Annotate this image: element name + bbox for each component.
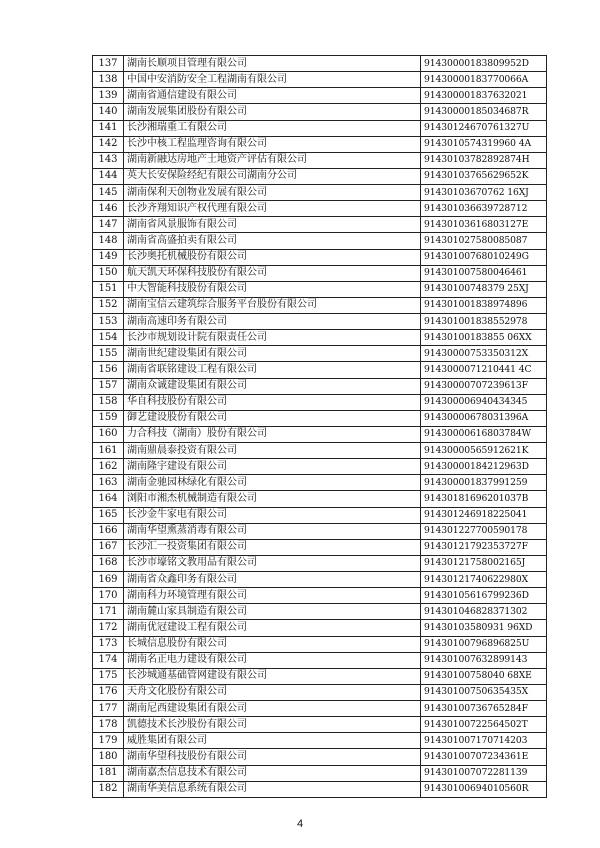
row-index-cell: 176	[93, 684, 124, 700]
credit-code-cell: 914300001837632021	[421, 88, 547, 104]
credit-code-cell: 914301001838974896	[421, 297, 547, 313]
company-name-cell: 湖南省风景服饰有限公司	[124, 217, 421, 233]
table-row	[93, 765, 547, 781]
table-row	[93, 88, 547, 104]
row-index-cell: 170	[93, 588, 124, 604]
row-index-cell: 178	[93, 717, 124, 733]
company-name-cell: 湖南优冠建设工程有限公司	[124, 620, 421, 636]
company-name-cell: 湖南省通信建设有限公司	[124, 88, 421, 104]
credit-code-cell: 91430100183855 06XX	[421, 330, 547, 346]
table-row	[93, 410, 547, 426]
credit-code-cell: 91430181696201037B	[421, 491, 547, 507]
company-name-cell: 长沙中核工程监理咨询有限公司	[124, 136, 421, 152]
credit-code-cell: 91430000185034687R	[421, 104, 547, 120]
row-index-cell: 172	[93, 620, 124, 636]
credit-code-cell: 91430000753350312X	[421, 346, 547, 362]
company-name-cell: 力合科技（湖南）股份有限公司	[124, 426, 421, 442]
table-row	[93, 185, 547, 201]
company-name-cell: 中大智能科技股份有限公司	[124, 281, 421, 297]
company-name-cell: 湖南高速印务有限公司	[124, 314, 421, 330]
row-index-cell: 151	[93, 281, 124, 297]
company-name-cell: 威胜集团有限公司	[124, 733, 421, 749]
credit-code-cell: 914301246918225041	[421, 507, 547, 523]
table-row	[93, 539, 547, 555]
table-row	[93, 136, 547, 152]
credit-code-cell: 914301007170714203	[421, 733, 547, 749]
table-row	[93, 346, 547, 362]
company-name-cell: 湖南金驰园林绿化有限公司	[124, 475, 421, 491]
row-index-cell: 164	[93, 491, 124, 507]
table-row	[93, 265, 547, 281]
table-row	[93, 620, 547, 636]
company-name-cell: 湖南科力环境管理有限公司	[124, 588, 421, 604]
row-index-cell: 165	[93, 507, 124, 523]
company-name-cell: 湖南嘉杰信息技术有限公司	[124, 765, 421, 781]
company-name-cell: 湖南华美信息系统有限公司	[124, 781, 421, 797]
company-name-cell: 航天凯天环保科技股份有限公司	[124, 265, 421, 281]
company-name-cell: 湖南宝信云建筑综合服务平台股份有限公司	[124, 297, 421, 313]
table-row	[93, 749, 547, 765]
company-table-body	[93, 56, 547, 798]
table-row	[93, 491, 547, 507]
row-index-cell: 141	[93, 120, 124, 136]
table-row	[93, 249, 547, 265]
company-name-cell: 湖南名正电力建设有限公司	[124, 652, 421, 668]
company-name-cell: 长沙奥托机械股份有限公司	[124, 249, 421, 265]
table-row	[93, 314, 547, 330]
row-index-cell: 156	[93, 362, 124, 378]
table-row	[93, 72, 547, 88]
credit-code-cell: 91430100750635435X	[421, 684, 547, 700]
table-row	[93, 668, 547, 684]
company-name-cell: 湖南省高盛拍卖有限公司	[124, 233, 421, 249]
credit-code-cell: 91430103616803127E	[421, 217, 547, 233]
row-index-cell: 173	[93, 636, 124, 652]
company-name-cell: 华自科技股份有限公司	[124, 394, 421, 410]
table-row	[93, 330, 547, 346]
table-row	[93, 507, 547, 523]
row-index-cell: 174	[93, 652, 124, 668]
credit-code-cell: 91430100796896825U	[421, 636, 547, 652]
credit-code-cell: 91430103670762 16XJ	[421, 185, 547, 201]
row-index-cell: 152	[93, 297, 124, 313]
credit-code-cell: 91430000184212963D	[421, 459, 547, 475]
table-row	[93, 152, 547, 168]
table-row	[93, 684, 547, 700]
credit-code-cell: 914300006940434345	[421, 394, 547, 410]
row-index-cell: 146	[93, 201, 124, 217]
credit-code-cell: 91430100694010560R	[421, 781, 547, 797]
company-name-cell: 湖南华望熏蒸消毒有限公司	[124, 523, 421, 539]
company-name-cell: 长沙湘瑞重工有限公司	[124, 120, 421, 136]
credit-code-cell: 914301007072281139	[421, 765, 547, 781]
row-index-cell: 140	[93, 104, 124, 120]
company-name-cell: 湖南世纪建设集团有限公司	[124, 346, 421, 362]
row-index-cell: 143	[93, 152, 124, 168]
company-name-cell: 英大长安保险经纪有限公司湖南分公司	[124, 168, 421, 184]
row-index-cell: 144	[93, 168, 124, 184]
row-index-cell: 139	[93, 88, 124, 104]
table-row	[93, 426, 547, 442]
credit-code-cell: 91430100722564502T	[421, 717, 547, 733]
table-row	[93, 701, 547, 717]
row-index-cell: 175	[93, 668, 124, 684]
table-row	[93, 201, 547, 217]
table-row	[93, 781, 547, 797]
table-row	[93, 104, 547, 120]
credit-code-cell: 914301027580085087	[421, 233, 547, 249]
company-name-cell: 浏阳市湘杰机械制造有限公司	[124, 491, 421, 507]
page-number: 4	[296, 818, 304, 830]
credit-code-cell: 914300001837991259	[421, 475, 547, 491]
credit-code-cell: 91430103580931 96XD	[421, 620, 547, 636]
row-index-cell: 137	[93, 56, 124, 72]
table-row	[93, 394, 547, 410]
row-index-cell: 138	[93, 72, 124, 88]
company-name-cell: 湖南华望科技股份有限公司	[124, 749, 421, 765]
credit-code-cell: 91430000707239613F	[421, 378, 547, 394]
company-name-cell: 湖南鼎晨泰投资有限公司	[124, 443, 421, 459]
row-index-cell: 148	[93, 233, 124, 249]
table-row	[93, 168, 547, 184]
table-row	[93, 120, 547, 136]
row-index-cell: 182	[93, 781, 124, 797]
company-name-cell: 湖南尼西建设集团有限公司	[124, 701, 421, 717]
table-row	[93, 636, 547, 652]
row-index-cell: 162	[93, 459, 124, 475]
row-index-cell: 158	[93, 394, 124, 410]
company-name-cell: 湖南保利天创物业发展有限公司	[124, 185, 421, 201]
table-row	[93, 523, 547, 539]
row-index-cell: 142	[93, 136, 124, 152]
company-name-cell: 长沙齐翔知识产权代理有限公司	[124, 201, 421, 217]
row-index-cell: 154	[93, 330, 124, 346]
row-index-cell: 167	[93, 539, 124, 555]
row-index-cell: 157	[93, 378, 124, 394]
row-index-cell: 145	[93, 185, 124, 201]
table-row	[93, 555, 547, 571]
row-index-cell: 155	[93, 346, 124, 362]
credit-code-cell: 91430105616799236D	[421, 588, 547, 604]
company-name-cell: 湖南长顺项目管理有限公司	[124, 56, 421, 72]
table-row	[93, 56, 547, 72]
company-name-cell: 湖南隆宇建设有限公司	[124, 459, 421, 475]
credit-code-cell: 91430100758040 68XE	[421, 668, 547, 684]
row-index-cell: 171	[93, 604, 124, 620]
company-name-cell: 长沙市壕铭文教用品有限公司	[124, 555, 421, 571]
credit-code-cell: 91430000183809952D	[421, 56, 547, 72]
company-name-cell: 长城信息股份有限公司	[124, 636, 421, 652]
table-row	[93, 733, 547, 749]
company-name-cell: 湖南众诚建设集团有限公司	[124, 378, 421, 394]
table-row	[93, 717, 547, 733]
company-name-cell: 长沙城通基础管网建设有限公司	[124, 668, 421, 684]
table-row	[93, 281, 547, 297]
credit-code-cell: 91430121740622980X	[421, 572, 547, 588]
row-index-cell: 179	[93, 733, 124, 749]
credit-code-cell: 91430121792353727F	[421, 539, 547, 555]
company-name-cell: 天舟文化股份有限公司	[124, 684, 421, 700]
row-index-cell: 166	[93, 523, 124, 539]
company-table	[92, 55, 547, 798]
table-row	[93, 362, 547, 378]
company-name-cell: 湖南省众鑫印务有限公司	[124, 572, 421, 588]
credit-code-cell: 91430103765629652K	[421, 168, 547, 184]
company-name-cell: 湖南省联铭建设工程有限公司	[124, 362, 421, 378]
row-index-cell: 149	[93, 249, 124, 265]
row-index-cell: 147	[93, 217, 124, 233]
company-name-cell: 中国中安消防安全工程湖南有限公司	[124, 72, 421, 88]
table-row	[93, 378, 547, 394]
row-index-cell: 169	[93, 572, 124, 588]
company-name-cell: 湖南新融达房地产土地资产评估有限公司	[124, 152, 421, 168]
credit-code-cell: 9143010574319960 4A	[421, 136, 547, 152]
credit-code-cell: 91430000678031396A	[421, 410, 547, 426]
row-index-cell: 153	[93, 314, 124, 330]
company-name-cell: 御艺建设股份有限公司	[124, 410, 421, 426]
company-name-cell: 长沙汇一投资集团有限公司	[124, 539, 421, 555]
row-index-cell: 177	[93, 701, 124, 717]
company-name-cell: 长沙市规划设计院有限责任公司	[124, 330, 421, 346]
row-index-cell: 150	[93, 265, 124, 281]
credit-code-cell: 91430000616803784W	[421, 426, 547, 442]
row-index-cell: 168	[93, 555, 124, 571]
company-name-cell: 湖南发展集团股份有限公司	[124, 104, 421, 120]
credit-code-cell: 91430124670761327U	[421, 120, 547, 136]
company-name-cell: 长沙金牛家电有限公司	[124, 507, 421, 523]
credit-code-cell: 914301036639728712	[421, 201, 547, 217]
table-row	[93, 217, 547, 233]
credit-code-cell: 914301001838552978	[421, 314, 547, 330]
table-row	[93, 297, 547, 313]
credit-code-cell: 914301046828371302	[421, 604, 547, 620]
row-index-cell: 161	[93, 443, 124, 459]
row-index-cell: 180	[93, 749, 124, 765]
table-row	[93, 443, 547, 459]
table-row	[93, 572, 547, 588]
table-row	[93, 588, 547, 604]
credit-code-cell: 91430100768010249G	[421, 249, 547, 265]
company-name-cell: 湖南麓山家具制造有限公司	[124, 604, 421, 620]
table-row	[93, 475, 547, 491]
table-row	[93, 233, 547, 249]
row-index-cell: 160	[93, 426, 124, 442]
credit-code-cell: 91430100748379 25XJ	[421, 281, 547, 297]
table-row	[93, 459, 547, 475]
credit-code-cell: 91430000565912621K	[421, 443, 547, 459]
credit-code-cell: 91430000183770066A	[421, 72, 547, 88]
credit-code-cell: 914301007580046461	[421, 265, 547, 281]
credit-code-cell: 91430100736765284F	[421, 701, 547, 717]
company-name-cell: 凯德技术长沙股份有限公司	[124, 717, 421, 733]
credit-code-cell: 914301007632899143	[421, 652, 547, 668]
table-row	[93, 604, 547, 620]
credit-code-cell: 91430103782892874H	[421, 152, 547, 168]
credit-code-cell: 91430100707234361E	[421, 749, 547, 765]
row-index-cell: 181	[93, 765, 124, 781]
row-index-cell: 159	[93, 410, 124, 426]
credit-code-cell: 914301227700590178	[421, 523, 547, 539]
row-index-cell: 163	[93, 475, 124, 491]
credit-code-cell: 9143000071210441 4C	[421, 362, 547, 378]
credit-code-cell: 91430121758002165J	[421, 555, 547, 571]
table-row	[93, 652, 547, 668]
